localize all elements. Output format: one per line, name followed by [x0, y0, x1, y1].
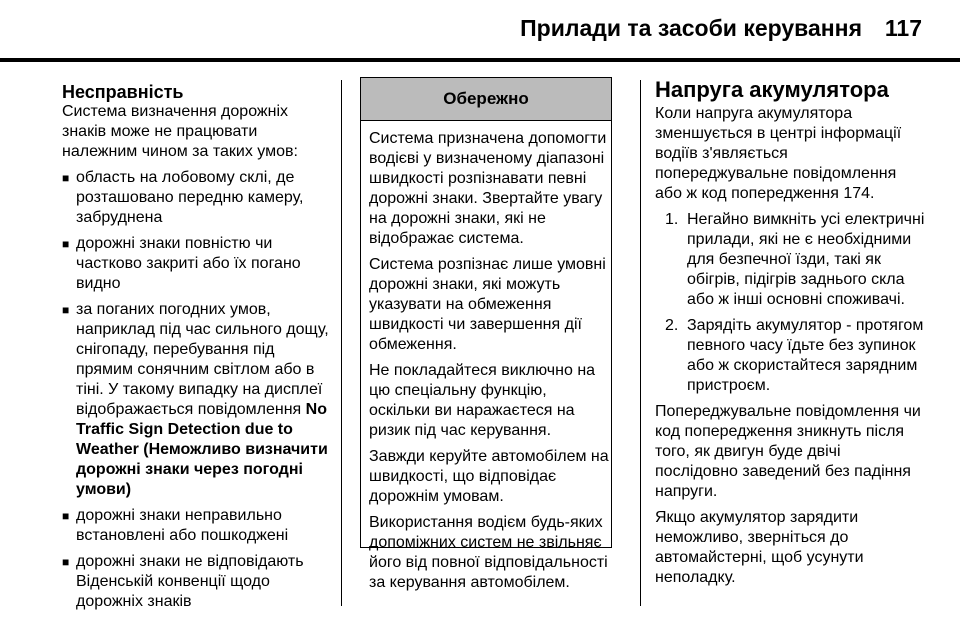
- section-title-malfunction: Несправність: [62, 82, 184, 102]
- battery-paragraph: Якщо акумулятор зарядити неможливо, зверніться до автомайстерні, щоб усунути неполадку.: [655, 509, 864, 586]
- list-item: [62, 168, 330, 228]
- caution-paragraph: Завжди керуйте автомобілем на швидкості, що відповідає дорожнім умовам.: [369, 448, 609, 505]
- step-text: Зарядіть акумулятор - протягом певного часу їдьте без зупинок або ж скористайтеся зарядним пристроєм.: [687, 317, 924, 394]
- caution-paragraph: Використання водієм будь-яких допоміжних систем не звільняє його від повної відповідальності за керування автомобілем.: [369, 514, 608, 591]
- list-item-text: дорожні знаки повністю чи частково закриті або їх погано видно: [76, 235, 301, 292]
- weather-message-label: No Traffic Sign Detection due to Weather (Неможливо визначити дорожні знаки через погодні умови): [76, 401, 328, 498]
- column-divider-right: [640, 80, 641, 606]
- step-number: 1.: [665, 211, 679, 228]
- list-item-text: дорожні знаки неправильно встановлені або пошкоджені: [76, 507, 289, 544]
- caution-box: [360, 77, 612, 591]
- list-item: [655, 210, 925, 310]
- caution-paragraph: Система призначена допомогти водієві у визначеному діапазоні швидкості розпізнавати певні дорожні знаки. Звертайте увагу на дорожні знаки, які не відображає система.: [369, 130, 607, 247]
- page-number: 117: [884, 15, 922, 41]
- step-number: 2.: [665, 317, 679, 334]
- caution-title: Обережно: [361, 78, 611, 121]
- malfunction-conditions-list: [62, 168, 330, 612]
- section-title-battery-voltage: Напруга акумулятора: [655, 77, 889, 102]
- malfunction-intro: Система визначення дорожніх знаків може не працювати належним чином за таких умов:: [62, 103, 298, 160]
- list-item: [62, 506, 330, 546]
- bullet-square-icon: ■: [62, 555, 70, 569]
- battery-voltage-section: [655, 78, 925, 594]
- bullet-square-icon: ■: [62, 237, 70, 251]
- list-item: [62, 234, 330, 294]
- list-item-text: дорожні знаки не відповідають Віденській конвенції щодо дорожніх знаків: [76, 553, 304, 610]
- column-divider-left: [341, 80, 342, 606]
- battery-paragraph: Попереджувальне повідомлення чи код попередження зникнуть після того, як двигун буде двічі послідовно заведений без падіння напруги.: [655, 403, 921, 500]
- battery-intro: Коли напруга акумулятора зменшується в центрі інформації водіїв з'являється попереджувальне повідомлення або ж код попередження 174.: [655, 105, 902, 202]
- list-item-text: область на лобовому склі, де розташовано передню камеру, забруднена: [76, 169, 304, 226]
- bullet-square-icon: ■: [62, 509, 70, 523]
- caution-paragraph: Не покладайтеся виключно на цю спеціальну функцію, оскільки ви наражаєтеся на ризик під час керування.: [369, 362, 596, 439]
- list-item-text: за поганих погодних умов, наприклад під час сильного дощу, снігопаду, перебування під прямим сонячним світлом або в тіні. У такому випадку на дисплеї відображається повідомлення: [76, 301, 329, 418]
- list-item: [62, 300, 330, 500]
- header-divider: [0, 58, 960, 62]
- bullet-square-icon: ■: [62, 303, 70, 317]
- battery-steps-list: [655, 210, 925, 396]
- list-item: [655, 316, 925, 396]
- caution-paragraph: Система розпізнає лише умовні дорожні знаки, які можуть указувати на обмеження швидкості чи завершення дії обмеження.: [369, 256, 606, 353]
- malfunction-section: [62, 82, 330, 618]
- step-text: Негайно вимкніть усі електричні прилади, які не є необхідними для безпечної їзди, такі як обігрів, підігрів заднього скла або ж інші основні споживачі.: [687, 211, 925, 308]
- caution-body: [361, 121, 611, 593]
- page-header-title: Прилади та засоби керування: [520, 15, 862, 41]
- list-item: [62, 552, 330, 612]
- bullet-square-icon: ■: [62, 171, 70, 185]
